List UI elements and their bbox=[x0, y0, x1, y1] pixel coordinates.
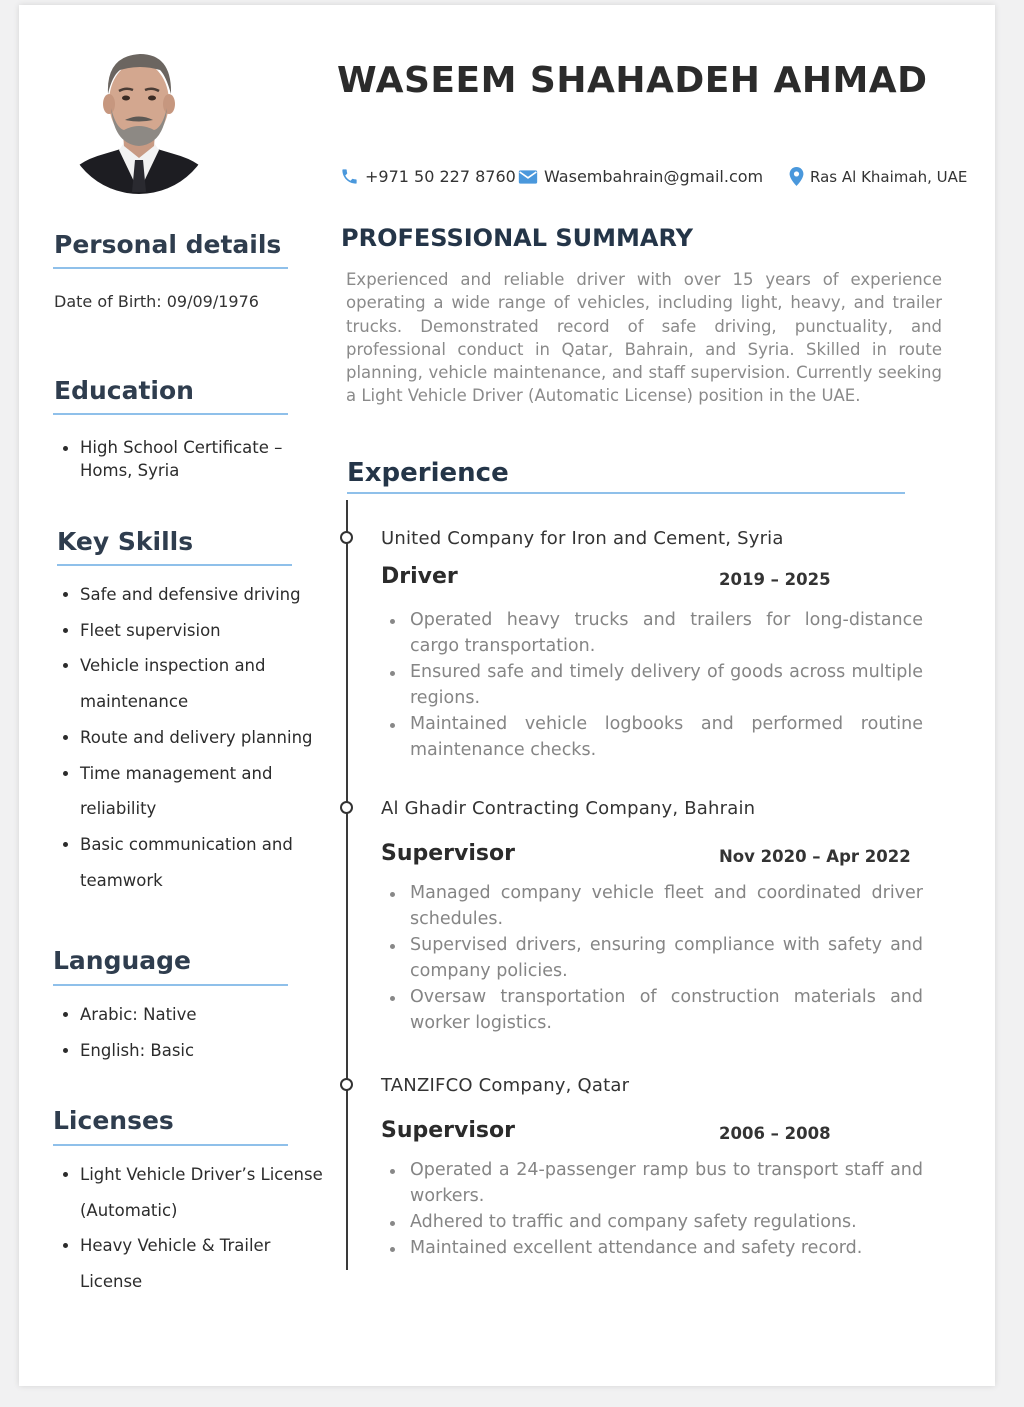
summary-text: Experienced and reliable driver with over 15 years of experience operating a wide range of vehicles, including light, heavy, and trailer trucks. Demonstrated record of safe driving, punctuality, and professional conduct in Qatar, Bahrain, and Syria. Skilled in route planning, vehicle maintenance, and staff supervision. Currently seeking a Light Vehicle Driver (Automatic License) position in the UAE. bbox=[346, 270, 942, 406]
location-icon bbox=[789, 167, 804, 186]
job-bullet: Operated heavy trucks and trailers for long-distance cargo transportation. bbox=[386, 608, 923, 660]
licenses-rule bbox=[53, 1144, 288, 1146]
contact-email[interactable] bbox=[518, 167, 763, 186]
skill-item: Route and delivery planning bbox=[54, 720, 324, 756]
job-dates: Nov 2020 – Apr 2022 bbox=[719, 847, 911, 866]
job-bullet: Ensured safe and timely delivery of goods across multiple regions. bbox=[386, 660, 923, 712]
job-bullet: Operated a 24-passenger ramp bus to transport staff and workers. bbox=[386, 1158, 923, 1210]
education-list bbox=[54, 436, 314, 482]
education-item: High School Certificate – Homs, Syria bbox=[54, 436, 314, 482]
skill-item: Fleet supervision bbox=[54, 613, 324, 649]
job-bullet: Maintained vehicle logbooks and performed routine maintenance checks. bbox=[386, 712, 923, 764]
job-bullet: Supervised drivers, ensuring compliance with safety and company policies. bbox=[386, 933, 923, 985]
summary-heading: PROFESSIONAL SUMMARY bbox=[341, 224, 694, 252]
skill-item: Time management and reliability bbox=[54, 756, 324, 827]
date-of-birth: Date of Birth: 09/09/1976 bbox=[54, 292, 259, 311]
skills-list bbox=[54, 577, 324, 898]
job-role: Supervisor bbox=[381, 841, 515, 866]
education-heading: Education bbox=[54, 376, 194, 405]
job-bullet: Adhered to traffic and company safety regulations. bbox=[386, 1210, 923, 1236]
language-item: English: Basic bbox=[54, 1033, 314, 1069]
skills-rule bbox=[57, 564, 292, 566]
job-bullets bbox=[386, 881, 923, 1036]
job-bullets bbox=[386, 1158, 923, 1262]
email-icon bbox=[518, 169, 538, 185]
experience-rule bbox=[347, 492, 905, 494]
licenses-list bbox=[54, 1157, 329, 1300]
language-list bbox=[54, 997, 314, 1068]
key-skills-heading: Key Skills bbox=[57, 527, 194, 556]
profile-photo bbox=[64, 42, 214, 194]
job-company: Al Ghadir Contracting Company, Bahrain bbox=[381, 798, 756, 819]
timeline-dot bbox=[340, 801, 353, 814]
education-rule bbox=[53, 413, 288, 415]
skill-item: Safe and defensive driving bbox=[54, 577, 324, 613]
email-text: Wasembahrain@gmail.com bbox=[544, 167, 764, 186]
personal-rule bbox=[53, 267, 288, 269]
job-role: Driver bbox=[381, 564, 458, 589]
licenses-heading: Licenses bbox=[53, 1106, 174, 1135]
phone-text: +971 50 227 8760 bbox=[365, 167, 516, 186]
language-heading: Language bbox=[53, 946, 192, 975]
job-company: United Company for Iron and Cement, Syria bbox=[381, 528, 784, 549]
job-role: Supervisor bbox=[381, 1118, 515, 1143]
language-item: Arabic: Native bbox=[54, 997, 314, 1033]
license-item: Light Vehicle Driver’s License (Automatic) bbox=[54, 1157, 329, 1228]
candidate-name: WASEEM SHAHADEH AHMAD bbox=[337, 60, 928, 101]
job-dates: 2019 – 2025 bbox=[719, 570, 831, 589]
job-dates: 2006 – 2008 bbox=[719, 1124, 831, 1143]
job-bullet: Oversaw transportation of construction materials and worker logistics. bbox=[386, 985, 923, 1037]
license-item: Heavy Vehicle & Trailer License bbox=[54, 1228, 329, 1299]
skill-item: Basic communication and teamwork bbox=[54, 827, 324, 898]
experience-heading: Experience bbox=[347, 458, 509, 488]
language-rule bbox=[53, 984, 288, 986]
personal-details-heading: Personal details bbox=[54, 230, 282, 259]
experience-timeline bbox=[346, 500, 348, 1270]
location-text: Ras Al Khaimah, UAE bbox=[810, 167, 968, 186]
job-bullets bbox=[386, 608, 923, 763]
timeline-dot bbox=[340, 1078, 353, 1091]
phone-icon bbox=[340, 167, 359, 186]
skill-item: Vehicle inspection and maintenance bbox=[54, 648, 324, 719]
job-bullet: Maintained excellent attendance and safety record. bbox=[386, 1236, 923, 1262]
job-bullet: Managed company vehicle fleet and coordinated driver schedules. bbox=[386, 881, 923, 933]
job-company: TANZIFCO Company, Qatar bbox=[381, 1075, 630, 1096]
timeline-dot bbox=[340, 531, 353, 544]
contact-phone[interactable] bbox=[340, 167, 516, 186]
contact-location bbox=[789, 167, 967, 186]
